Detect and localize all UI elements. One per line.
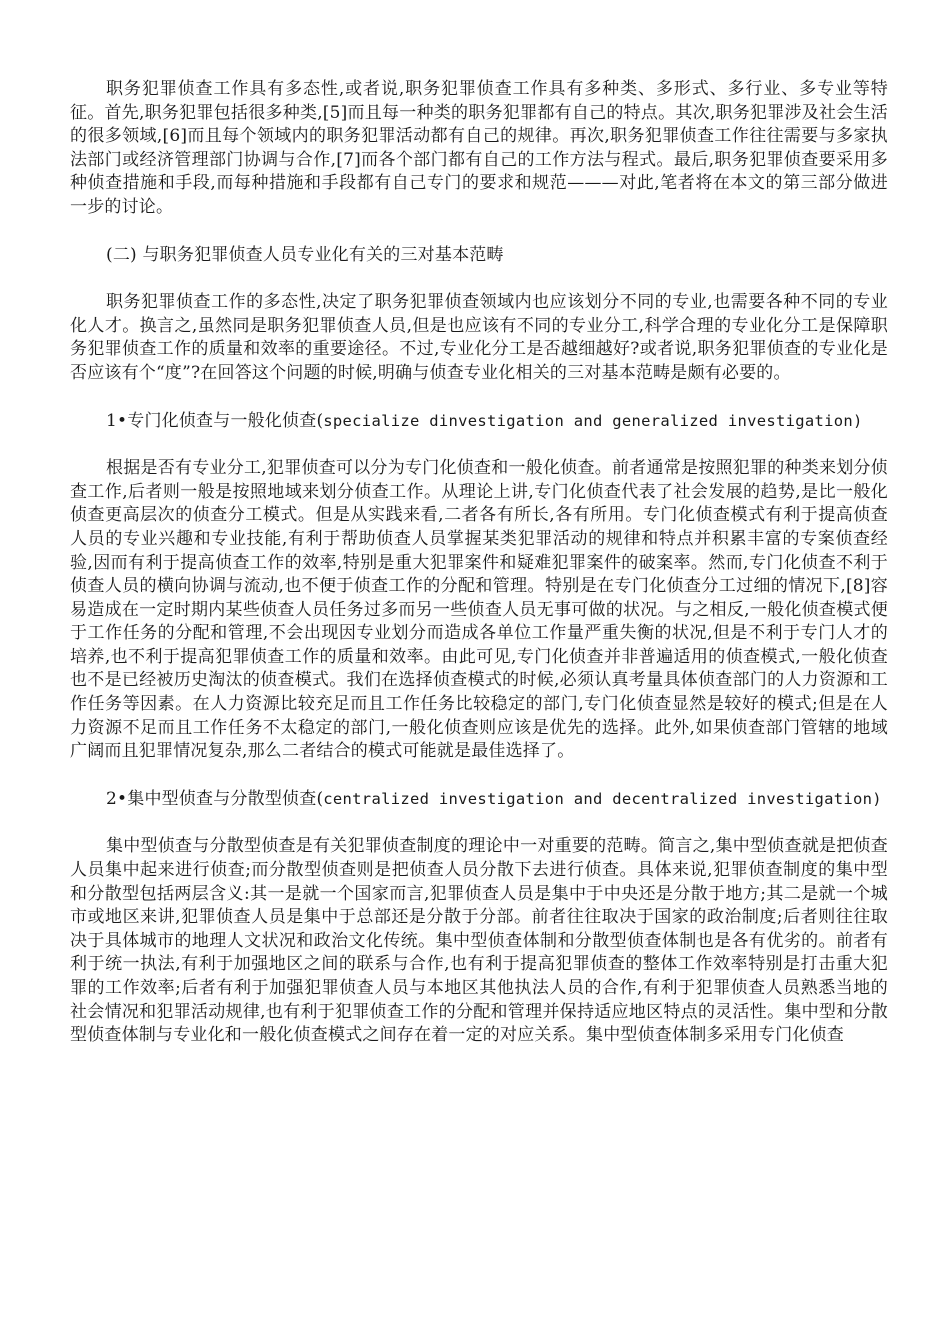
paragraph-gap [70, 764, 888, 788]
subheading-1-english: specialize dinvestigation and generalized investigation) [323, 411, 863, 430]
paragraph-gap [70, 811, 888, 835]
subheading-2-chinese: 2•集中型侦查与分散型侦查( [106, 788, 324, 809]
paragraph-gap [70, 386, 888, 410]
subheading-specialized-vs-generalized [70, 410, 888, 434]
paragraph-gap [70, 220, 888, 244]
section-heading-three-categories: (二) 与职务犯罪侦查人员专业化有关的三对基本范畴 [106, 244, 504, 265]
paragraph-specialization-degree: 职务犯罪侦查工作的多态性,决定了职务犯罪侦查领域内也应该划分不同的专业,也需要各种不同的专业化人才。换言之,虽然同是职务犯罪侦查人员,但是也应该有不同的专业分工,科学合理的专业化分工是保障职务犯罪侦查工作的质量和效率的重要途径。不过,专业化分工是否越细越好?或者说,职务犯罪侦查的专业化是否应该有个“度”?在回答这个问题的时候,明确与侦查专业化相关的三对基本范畴是颇有必要的。 [70, 292, 888, 383]
subheading-1-chinese: 1•专门化侦查与一般化侦查( [106, 410, 324, 431]
document-page [70, 78, 888, 1048]
paragraph-polymorphism: 职务犯罪侦查工作具有多态性,或者说,职务犯罪侦查工作具有多种类、多形式、多行业、多专业等特征。首先,职务犯罪包括很多种类,[5]而且每一种类的职务犯罪都有自己的特点。其次,职务犯罪涉及社会生活的很多领域,[6]而且每个领域内的职务犯罪活动都有自己的规律。再次,职务犯罪侦查工作往往需要与多家执法部门或经济管理部门协调与合作,[7]而各个部门都有自己的工作方法与程式。最后,职务犯罪侦查要采用多种侦查措施和手段,而每种措施和手段都有自己专门的要求和规范———对此,笔者将在本文的第三部分做进一步的讨论。 [70, 79, 888, 217]
paragraph-gap [70, 433, 888, 457]
paragraph-gap [70, 267, 888, 291]
subheading-centralized-vs-decentralized [70, 788, 888, 812]
paragraph-specialized-investigation: 根据是否有专业分工,犯罪侦查可以分为专门化侦查和一般化侦查。前者通常是按照犯罪的种类来划分侦查工作,后者则一般是按照地域来划分侦查工作。从理论上讲,专门化侦查代表了社会发展的趋势,是比一般化侦查更高层次的侦查分工模式。但是从实践来看,二者各有所长,各有所用。专门化侦查模式有利于提高侦查人员的专业兴趣和专业技能,有利于帮助侦查人员掌握某类犯罪活动的规律和特点并积累丰富的专案侦查经验,因而有利于提高侦查工作的效率,特别是重大犯罪案件和疑难犯罪案件的破案率。然而,专门化侦查不利于侦查人员的横向协调与流动,也不便于侦查工作的分配和管理。特别是在专门化侦查分工过细的情况下,[8]容易造成在一定时期内某些侦查人员任务过多而另一些侦查人员无事可做的状况。与之相反,一般化侦查模式便于工作任务的分配和管理,不会出现因专业划分而造成各单位工作量严重失衡的状况,但是不利于专门人才的培养,也不利于提高犯罪侦查工作的质量和效率。由此可见,专门化侦查并非普遍适用的侦查模式,一般化侦查也不是已经被历史淘汰的侦查模式。我们在选择侦查模式的时候,必须认真考量具体侦查部门的人力资源和工作任务等因素。在人力资源比较充足而且工作任务比较稳定的部门,专门化侦查显然是较好的模式;但是在人力资源不足而且工作任务不太稳定的部门,一般化侦查则应该是优先的选择。此外,如果侦查部门管辖的地域广阔而且犯罪情况复杂,那么二者结合的模式可能就是最佳选择了。 [70, 458, 888, 762]
subheading-2-english: centralized investigation and decentralized investigation) [323, 789, 882, 808]
paragraph-centralized-investigation: 集中型侦查与分散型侦查是有关犯罪侦查制度的理论中一对重要的范畴。简言之,集中型侦查就是把侦查人员集中起来进行侦查;而分散型侦查则是把侦查人员分散下去进行侦查。具体来说,犯罪侦查制度的集中型和分散型包括两层含义:其一是就一个国家而言,犯罪侦查人员是集中于中央还是分散于地方;其二是就一个城市或地区来讲,犯罪侦查人员是集中于总部还是分散于分部。前者往往取决于国家的政治制度;后者则往往取决于具体城市的地理人文状况和政治文化传统。集中型侦查体制和分散型侦查体制也是各有优劣的。前者有利于统一执法,有利于加强地区之间的联系与合作,也有利于提高犯罪侦查的整体工作效率特别是打击重大犯罪的工作效率;后者有利于加强犯罪侦查人员与本地区其他执法人员的合作,有利于犯罪侦查人员熟悉当地的社会情况和犯罪活动规律,也有利于犯罪侦查工作的分配和管理并保持适应地区特点的灵活性。集中型和分散型侦查体制与专业化和一般化侦查模式之间存在着一定的对应关系。集中型侦查体制多采用专门化侦查 [70, 836, 888, 1046]
